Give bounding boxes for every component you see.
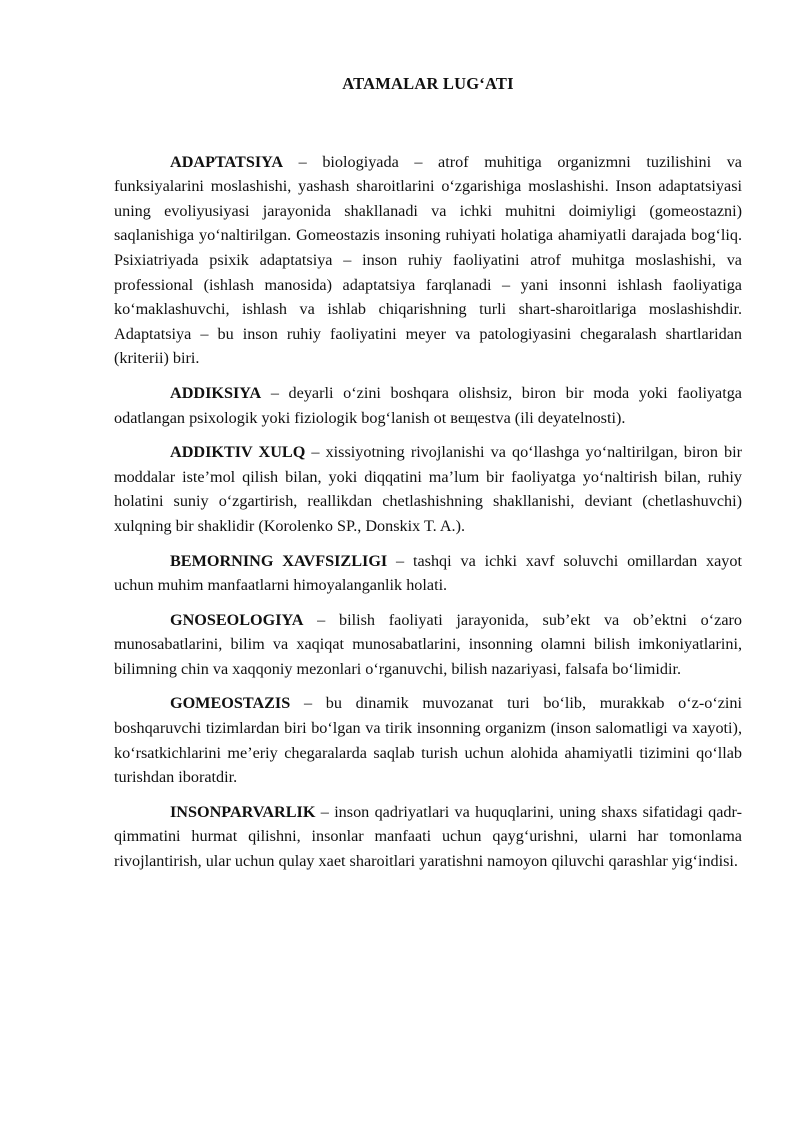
glossary-entry-insonparvarlik: [114, 800, 742, 874]
glossary-list: [114, 150, 742, 874]
glossary-entry-gomeostazis: [114, 691, 742, 789]
page-title: ATAMALAR LUG‘ATI: [342, 74, 514, 93]
entry-term: GNOSEOLOGIYA: [170, 610, 304, 629]
entry-definition: – xissiyotning rivojlanishi va qo‘llashga yo‘naltirilgan, biron bir moddalar iste’mol qilish bilan, yoki diqqatini ma’lum bir faoliyatga yo‘naltirish bilan, ruhiy holatini suniy o‘zgartirish, reallikdan chetlashishning shakllanishi, deviant (chetlashuvchi) xulqning bir shaklidir (Korolenko SP., Donskix T. A.).: [114, 443, 742, 535]
document-page: [114, 0, 742, 884]
entry-term: GOMEOSTAZIS: [170, 694, 291, 713]
glossary-entry-bemorning-xavfsizligi: [114, 549, 742, 598]
glossary-entry-adaptatsiya: [114, 150, 742, 371]
entry-term: INSONPARVARLIK: [170, 802, 316, 821]
glossary-entry-addiktiv-xulq: [114, 440, 742, 538]
entry-definition: – bilish faoliyati jarayonida, sub’ekt va ob’ektni o‘zaro munosabatlarini, bilim va xaqiqat munosabatlarini, insonning olamni bilish imkoniyatlarini, bilimning chin va xaqqoniy mezonlari o‘rganuvchi, bilish nazariyasi, falsafa bo‘limidir.: [114, 610, 742, 678]
glossary-entry-gnoseologiya: [114, 608, 742, 682]
entry-term: ADDIKTIV XULQ: [170, 443, 306, 462]
entry-definition: – tashqi va ichki xavf soluvchi omillardan xayot uchun muhim manfaatlarni himoyalanganlik holati.: [114, 551, 742, 595]
entry-definition: – bu dinamik muvozanat turi bo‘lib, murakkab o‘z-o‘zini boshqaruvchi tizimlardan biri bo‘lgan va tirik insonning organizm (inson salomatligi va xayoti), ko‘rsatkichlarini me’eriy chegaralarda saqlab turish uchun alohida ahamiyatli tizimini qo‘llab turishdan iboratdir.: [114, 694, 742, 787]
entry-definition: – inson qadriyatlari va huquqlarini, uning shaxs sifatidagi qadr-qimmatini hurmat qilishni, insonlar manfaati uchun qayg‘urishni, ularni har tomonlama rivojlantirish, ular uchun qulay xaet sharoitlari yaratishni namoyon qiluvchi qarashlar yig‘indisi.: [114, 802, 742, 871]
entry-term: ADDIKSIYA: [170, 383, 262, 402]
entry-definition: – biologiyada – atrof muhitiga organizmni tuzilishini va funksiyalarini moslashishi, yashash sharoitlarini o‘zgarishiga moslashishi. Inson adaptatsiyasi uning evoliyusiyasi jarayonida shakllanadi va ichki muhitni doimiyligi (gomeostazni) saqlanishiga yo‘naltirilgan. Gomeostazis insoning ruhiyati holatiga ahamiyatli darajada bog‘liq. Psixiatriyada psixik adaptatsiya – inson ruhiy faoliyatini atrof muhitga moslashishi, va professional (ishlash manosida) adaptatsiya farqlanadi – yani insonni ishlash faoliyatiga ko‘maklashuvchi, ishlash va ishlab chiqarishning turli shart-sharoitlariga moslashishdir. Adaptatsiya – bu inson ruhiy faoliyatini meyer va patologiyasini chegaralash shartlaridan (kriterii) biri.: [114, 152, 742, 368]
entry-term: BEMORNING XAVFSIZLIGI: [170, 551, 388, 570]
glossary-entry-addiksiya: [114, 381, 742, 430]
entry-definition: – deyarli o‘zini boshqara olishsiz, biron bir moda yoki faoliyatga odatlangan psixologik yoki fiziologik bog‘lanish ot вещestva (ili deyatelnosti).: [114, 383, 742, 427]
entry-term: ADAPTATSIYA: [170, 152, 284, 171]
